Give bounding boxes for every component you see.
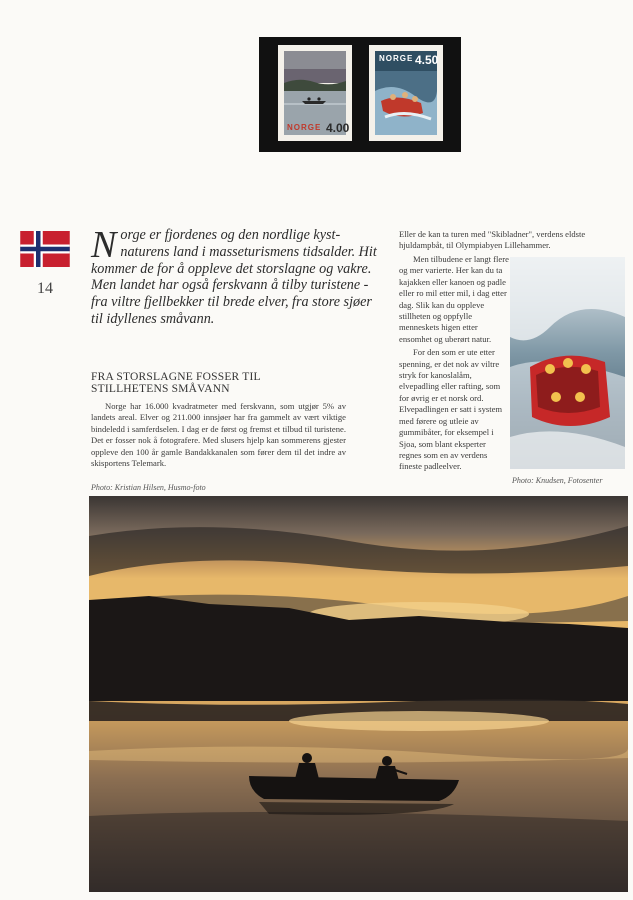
rafting-photo-icon: [510, 257, 625, 469]
sunset-canoe-photo: [89, 496, 628, 892]
page-number: 14: [37, 280, 53, 297]
rafting-photo: [510, 257, 625, 469]
stamp-value: 4.00: [326, 121, 350, 135]
body-paragraph: For den som er ute etter spenning, er det nok av viltre stryk for kanoslalåm, elvepadling eller rafting, som for øvrig er et norsk ord. Elvepadlingen er satt i system med førere og utleie av gummibåter, for eksempel i Sjoa, som blant eksperter regnes som en av verdens fineste padleelver.: [399, 347, 503, 472]
photo-caption-right: Photo: Knudsen, Fotosenter: [512, 476, 603, 485]
stamp-block: [259, 37, 461, 152]
body-text-right-top: Eller de kan ta turen med "Skibladner", verdens eldste hjuldampbåt, til Olympiabyen Lillehammer.: [399, 229, 586, 251]
body-text-right-column: [399, 254, 509, 473]
section-heading: FRA STORSLAGNE FOSSER TIL STILLHETENS SMÅVANN: [91, 371, 261, 395]
intro-paragraph: [91, 224, 377, 328]
stamp-canoe: [278, 45, 352, 141]
stamp-country: NORGE: [379, 54, 414, 63]
body-paragraph: Men tilbudene er langt flere og mer varierte. Her kan du ta kajakken eller kanoen og padle eller ro mil etter mil, i dag etter dag. Slik kan du oppleve stillheten og oppfylle menneskets higen etter ensomhet og uberørt natur.: [399, 254, 509, 344]
stamp-rafting: [369, 45, 443, 141]
stamp-country: NORGE: [287, 123, 322, 132]
sunset-lake-photo-icon: [89, 496, 628, 892]
norway-flag-icon: [20, 231, 70, 267]
intro-text: orge er fjordenes og den nordlige kyst-naturens land i masseturismens tidsalder. Hit kommer de for å oppleve det storslagne og vakre. Men landet har også ferskvann å tilby turistene - fra viltre fjellbekker til brede elver, fra store sjøer til idyllenes småvann.: [91, 227, 377, 327]
body-text-left: Norge har 16.000 kvadratmeter med ferskvann, som utgjør 5% av landets areal. Elver og 211.000 innsjøer har fra gammelt av vært viktige bindeledd i samferdselen. I dag er de først og fremst et tilbud til turistene. Det er fosser nok å fotografere. Med slusers hjelp kan sommerens gjester oppleve den 100 år gamle Bandakkanalen som fører dem til det indre av skisportens Telemark.: [91, 401, 346, 469]
stamp-value: 4.50: [415, 53, 439, 67]
drop-cap: N: [91, 224, 117, 266]
photo-caption-left: Photo: Kristian Hilsen, Husmo-foto: [91, 483, 206, 492]
